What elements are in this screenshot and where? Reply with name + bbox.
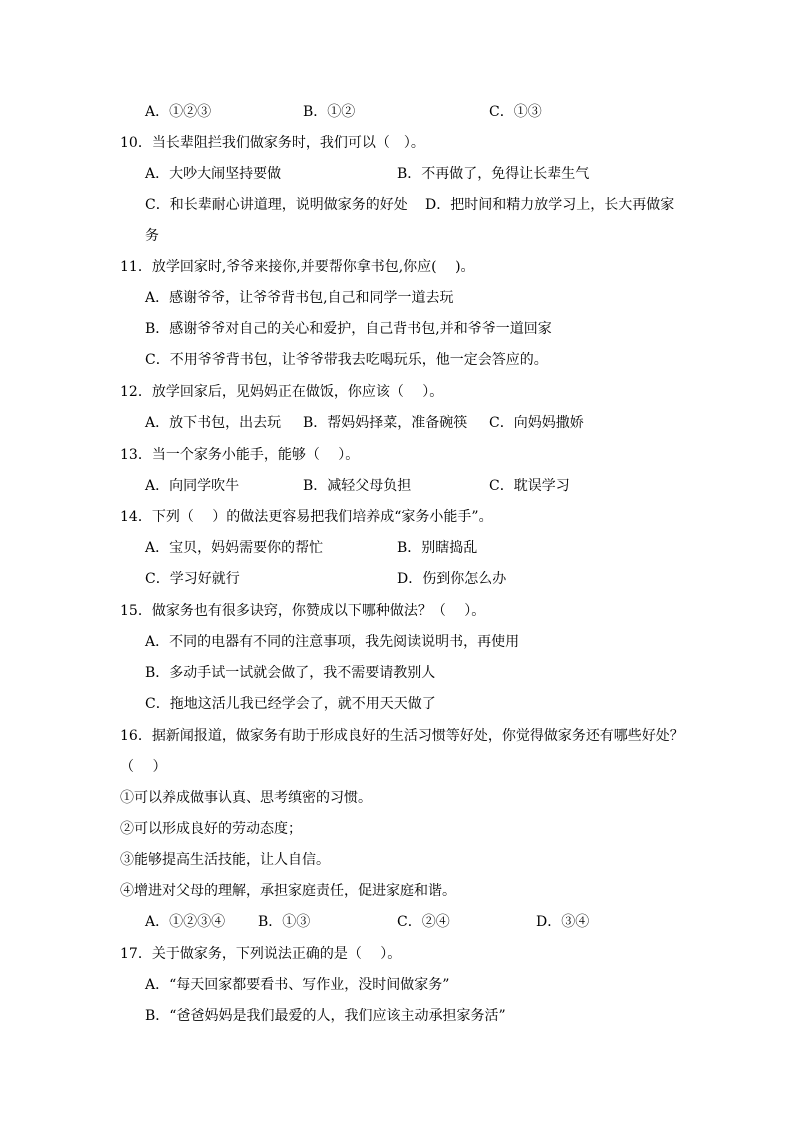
q14-option-d: D．伤到你怎么办 bbox=[397, 571, 507, 587]
q11-option-b: B．感谢爷爷对自己的关心和爱护，自己背书包,并和爷爷一道回家 bbox=[145, 321, 552, 337]
q13-option-a: A．向同学吹牛 bbox=[145, 478, 240, 494]
q9-option-b: B．①② bbox=[303, 104, 356, 120]
q15-stem: 15．做家务也有很多诀窍，你赞成以下哪种做法？（ ）。 bbox=[120, 603, 486, 619]
q9-option-a: A．①②③ bbox=[145, 104, 212, 120]
q9-option-c: C．①③ bbox=[489, 104, 542, 120]
q16-statement-1: ①可以养成做事认真、思考缜密的习惯。 bbox=[120, 790, 372, 806]
q12-option-b: B．帮妈妈择菜，准备碗筷 bbox=[303, 415, 468, 431]
q12-stem: 12．放学回家后，见妈妈正在做饭，你应该（ ）。 bbox=[120, 384, 444, 400]
q16-option-c: C．②④ bbox=[397, 914, 450, 930]
q17-stem: 17．关于做家务，下列说法正确的是（ ）。 bbox=[120, 946, 402, 962]
q16-stem-blank: （ ） bbox=[120, 759, 167, 775]
q16-statement-2: ②可以形成良好的劳动态度； bbox=[120, 821, 302, 837]
q17-option-a: A．“每天回家都要看书、写作业，没时间做家务” bbox=[145, 977, 450, 993]
q16-statement-4: ④增进对父母的理解，承担家庭责任，促进家庭和谐。 bbox=[120, 883, 456, 899]
q16-option-a: A．①②③④ bbox=[145, 914, 226, 930]
q10-option-b: B．不再做了，免得让长辈生气 bbox=[397, 166, 590, 182]
q14-option-c: C．学习好就行 bbox=[145, 571, 240, 587]
q14-option-b: B．别瞎捣乱 bbox=[397, 540, 478, 556]
q16-option-d: D．③④ bbox=[536, 914, 590, 930]
q12-option-a: A．放下书包，出去玩 bbox=[145, 415, 282, 431]
q10-option-d: D．把时间和精力放学习上，长大再做家 bbox=[425, 197, 675, 213]
q10-stem: 10．当长辈阻拦我们做家务时，我们可以（ ）。 bbox=[120, 135, 425, 151]
q11-option-a: A．感谢爷爷，让爷爷背书包,自己和同学一道去玩 bbox=[145, 290, 454, 306]
q14-option-a: A．宝贝，妈妈需要你的帮忙 bbox=[145, 540, 324, 556]
q16-statement-3: ③能够提高生活技能，让人自信。 bbox=[120, 852, 330, 868]
q12-option-c: C．向妈妈撒娇 bbox=[489, 415, 584, 431]
q14-stem: 14．下列（ ）的做法更容易把我们培养成“家务小能手”。 bbox=[120, 509, 493, 525]
q11-stem: 11．放学回家时,爷爷来接你,并要帮你拿书包,你应( )。 bbox=[120, 259, 475, 275]
q13-option-b: B．减轻父母负担 bbox=[303, 478, 412, 494]
q15-option-a: A．不同的电器有不同的注意事项，我先阅读说明书，再使用 bbox=[145, 634, 520, 650]
q10-option-a: A．大吵大闹坚持要做 bbox=[145, 166, 282, 182]
q11-option-c: C．不用爷爷背书包，让爷爷带我去吃喝玩乐，他一定会答应的。 bbox=[145, 352, 548, 368]
q10-option-c: C．和长辈耐心讲道理，说明做家务的好处 bbox=[145, 197, 408, 213]
q15-option-b: B．多动手试一试就会做了，我不需要请教别人 bbox=[145, 665, 436, 681]
q13-option-c: C．耽误学习 bbox=[489, 478, 570, 494]
q16-option-b: B．①③ bbox=[258, 914, 311, 930]
q10-option-d-cont: 务 bbox=[145, 228, 159, 244]
q17-option-b: B．“爸爸妈妈是我们最爱的人，我们应该主动承担家务活” bbox=[145, 1008, 506, 1024]
q15-option-c: C．拖地这活儿我已经学会了，就不用天天做了 bbox=[145, 696, 436, 712]
q16-stem: 16．据新闻报道，做家务有助于形成良好的生活习惯等好处，你觉得做家务还有哪些好处？ bbox=[120, 728, 684, 744]
q13-stem: 13．当一个家务小能手，能够（ ）。 bbox=[120, 447, 360, 463]
